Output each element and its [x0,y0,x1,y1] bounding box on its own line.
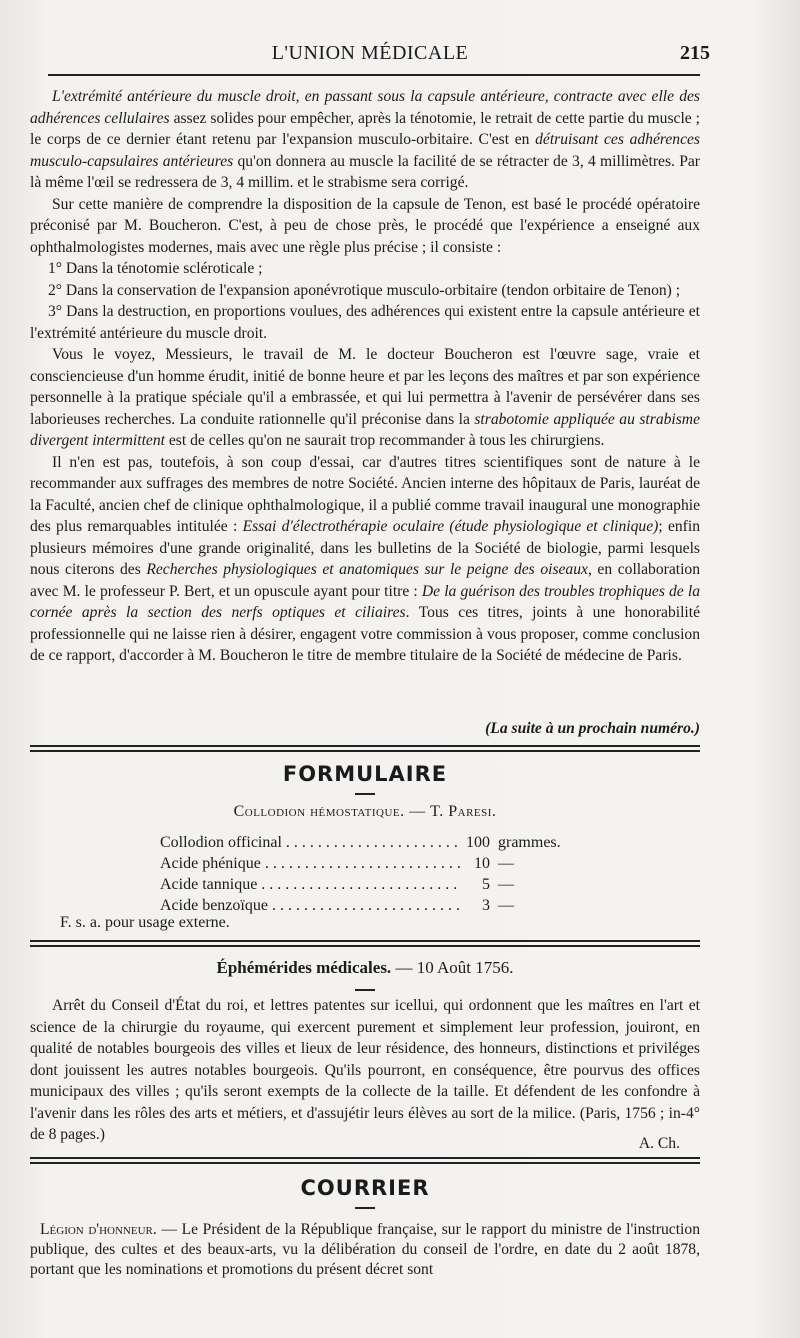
ingredient-quantity: 3 [482,897,490,914]
courrier-text: — Le Président de la République française, sur le rapport du ministre de l'instruction publique, des cultes et des beaux-arts, vu la délibération du conseil de l'ordre, en date du 2 août 1878, portant que les nominations et promotions du présent décret sont [30,1221,700,1278]
ingredient-name: Acide phénique . . . [160,853,460,874]
page-header [30,42,710,72]
formulaire-title: FORMULAIRE [282,762,448,786]
text-run: assez solides pour empêcher, après la ténotomie, le retrait de cette partie du muscle ; le corps de ce dernier étant retenu par l'expansion musculo-orbitaire. C'est en [30,109,700,148]
text-run: . Tous ces titres, joints à une honorabilité professionnelle qui ne laisse rien à désirer, engagent votre commission à vous proposer, comme conclusion de ce rapport, d'accorder à M. Boucheron le titre de membre titulaire de la Société de médecine de Paris. [30,604,700,664]
paragraph [30,86,700,194]
formula-table [160,832,620,916]
text-run: ; enfin plusieurs mémoires d'une grande originalité, dans les bulletins de la Société de biologie, parmi lesquels nous citerons des [30,518,700,578]
italic-run: détruisant ces adhérences musculo-capsulaires antérieures [30,131,700,170]
formula-name: Collodion hémostatique. [233,803,405,820]
ingredient-unit: grammes. [498,834,561,851]
italic-run: Essai d'électrothérapie oculaire (étude physiologique et clinique) [242,518,659,535]
page-number: 215 [680,42,710,64]
paragraph [30,452,700,667]
ingredient-unit: — [498,876,514,893]
text-run: Sur cette manière de comprendre la disposition de la capsule de Tenon, est basé le procédé opératoire préconisé par M. Boucheron. C'est, à peu de chose près, le procédé que l'expérience a enseigné aux ophthalmologistes modernes, mais avec une règle plus précise ; il consiste : [30,195,700,256]
running-title: L'UNION MÉDICALE [271,42,469,64]
paragraph [30,344,700,452]
courrier-paragraph [30,1220,700,1280]
header-rule [48,74,700,76]
section-divider [30,745,700,752]
paragraph [30,194,700,259]
continuation-note: (La suite à un prochain numéro.) [485,720,700,737]
title-dash [355,1207,375,1209]
text-run: , en collaboration avec M. le professeur P. Bert, et un opuscule ayant pour titre : [30,561,700,600]
formula-author: T. Paresi. [430,803,497,820]
list-item [30,258,700,280]
formula-title [30,803,700,821]
section-divider [30,940,700,947]
formula-instruction: F. s. a. pour usage externe. [60,914,230,931]
title-dash [355,793,375,795]
italic-run: De la guérison des troubles trophiques de la cornée après la section des nerfs optiques et ciliaires [30,582,700,621]
ingredient-unit: — [498,855,514,872]
text-run: 2° Dans la conservation de l'expansion aponévrotique musculo-orbitaire (tendon orbitaire de Tenon) ; [48,281,681,299]
title-dash [355,989,375,991]
ephemerides-title [30,958,700,978]
ingredient-quantity: 5 [482,876,490,893]
ingredient-name: Acide benzoïque . . . [160,895,460,916]
formula-row [160,895,620,916]
article-body [30,86,700,667]
ingredient-quantity: 100 [466,834,490,851]
italic-run: Recherches physiologiques et anatomiques sur le peigne des oiseaux [146,561,588,578]
formula-row [160,853,620,874]
formula-sep: — [404,803,431,820]
text-run: 1° Dans la ténotomie scléroticale ; [48,260,263,277]
italic-run: strabotomie appliquée au strabisme divergent intermittent [30,410,700,449]
text-run: qu'on donnera au muscle la facilité de se rétracter de 3, 4 millimètres. Par là même l'œil se redressera de 3, 4 millim. et le strabisme sera corrigé. [30,152,700,191]
courrier-title: COURRIER [300,1176,430,1200]
section-divider [30,1157,700,1164]
ingredient-quantity: 10 [474,855,490,872]
text-run: est de celles qu'on ne saurait trop recommander à tous les chirurgiens. [164,432,605,449]
ephemerides-date: — 10 Août 1756. [391,958,514,977]
text-run: 3° Dans la destruction, en proportions voulues, des adhérences qui existent entre la capsule antérieure et l'extrémité antérieure du muscle droit. [30,303,700,342]
ingredient-name: Collodion officinal . . . [160,832,460,853]
ingredient-name: Acide tannique . . . [160,874,460,895]
list-item [30,301,700,344]
text-run: Vous le voyez, Messieurs, le travail de M. le docteur Boucheron est l'œuvre sage, vraie et consciencieuse d'un homme érudit, initié de bonne heure et par les leçons des maîtres et par son expérience personnelle à la pratique spéciale qu'il a embrassée, et qui lui permettra à l'avenir de persévérer dans ses laborieuses recherches. La conduite rationnelle qu'il préconise dans la [30,346,700,428]
ephemerides-heading: Éphémérides médicales. [216,958,392,977]
courrier-body [30,1220,700,1280]
list-item [30,280,700,302]
ingredient-unit: — [498,897,514,914]
formula-row [160,874,620,895]
ephemerides-signature: A. Ch. [638,1135,680,1152]
ephemerides-body [30,995,700,1146]
formula-row [160,832,620,853]
ephemerides-paragraph: Arrêt du Conseil d'État du roi, et lettres patentes sur icellui, qui ordonnent que les maîtres en l'art et science de la chirurgie du royaume, qui exercent purement et simplement leur profession, jouiront, en qualité de notables bourgeois des villes et lieux de leur résidence, des honneurs, distinctions et priviléges dont jouissent les autres notables bourgeois. Qu'ils pourront, en conséquence, être pourvus des offices municipaux des villes ; qu'ils seront exempts de la collecte de la taille. Et défendent de les confondre à l'avenir dans les rôles des arts et métiers, et d'assujétir leurs élèves au sort de la milice. (Paris, 1756 ; in-4° de 8 pages.) [30,997,700,1143]
italic-run: L'extrémité antérieure du muscle droit, en passant sous la capsule antérieure, contracte avec elle des adhérences cellulaires [30,88,700,127]
courrier-lead: Légion d'honneur. [40,1221,157,1238]
text-run: Il n'en est pas, toutefois, à son coup d'essai, car d'autres titres scientifiques sont de nature à le recommander aux suffrages des membres de notre Société. Ancien interne des hôpitaux de Paris, lauréat de la Faculté, ancien chef de clinique ophthalmologique, il a publié comme travail inaugural une monographie des plus remarquables intitulée : [30,453,700,535]
